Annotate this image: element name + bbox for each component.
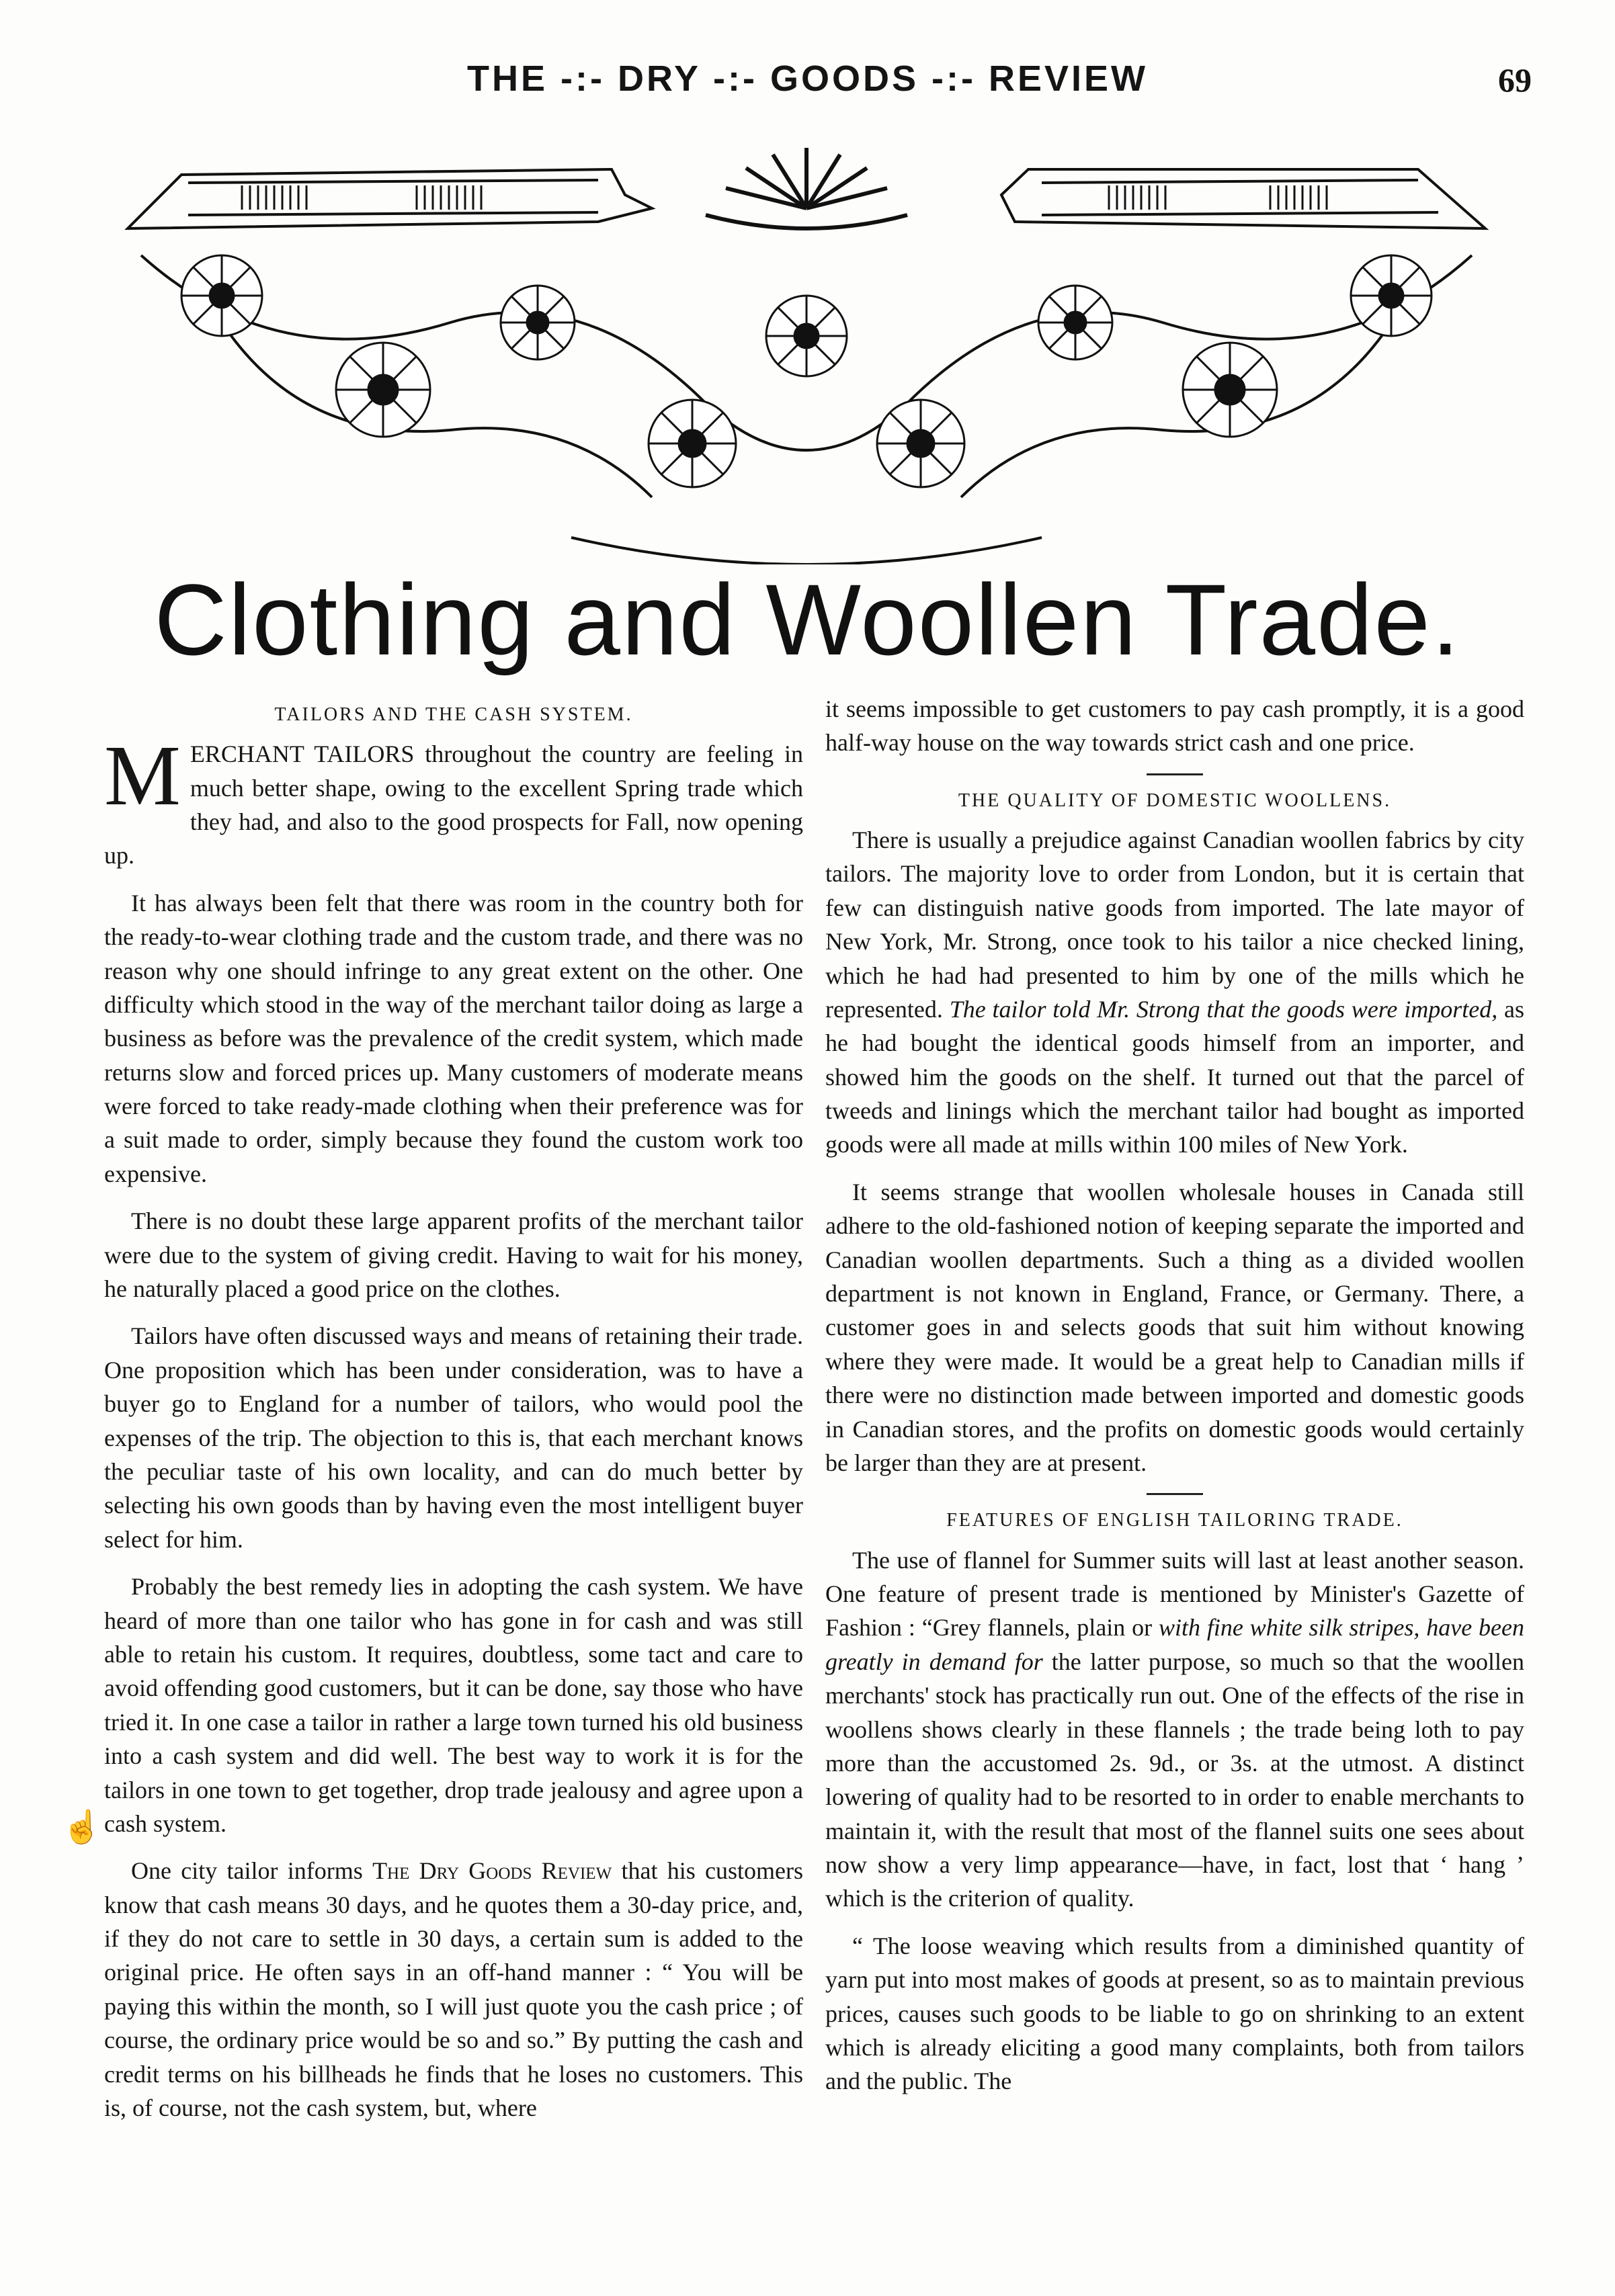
left-column [104, 699, 803, 2138]
paragraph-text: ERCHANT TAILORS throughout the country are feeling in much better shape, owing to the excellent Spring trade which they had, and also to the good prospects for Fall, now opening up. [104, 740, 803, 869]
paragraph-text: The use of flannel for Summer suits will last at least another season. One feature of present trade is mentioned by Minister's Gazette of Fashion : “Grey flannels, plain or [825, 1546, 1524, 1642]
paragraph [104, 1854, 803, 2125]
section-heading-cash-system: TAILORS AND THE CASH SYSTEM. [274, 704, 633, 725]
page-number: 69 [1498, 61, 1532, 99]
magazine-name: The Dry Goods Review [372, 1857, 612, 1885]
section-heading-domestic-woollens: THE QUALITY OF DOMESTIC WOOLLENS. [958, 790, 1392, 811]
paragraph: it seems impossible to get customers to pay cash promptly, it is a good half-way house on the way towards strict cash and one price. [825, 695, 1524, 757]
paragraph: There is no doubt these large apparent profits of the merchant tailor were due to the system of giving credit. Having to wait for his money, he naturally placed a good price on the clothes. [104, 1207, 803, 1303]
paragraph: It has always been felt that there was room in the country both for the ready-to-wear clothing trade and the custom trade, and there was no reason why one should infringe to any great extent on the other. One difficulty which stood in the way of the merchant tailor doing as large a business as before was the prevalence of the credit system, which made returns slow and forced prices up. Many customers of moderate means were forced to take ready-made clothing when their preference was for a suit made to order, simply because they found the custom work too expensive. [104, 889, 803, 1187]
paragraph: “ The loose weaving which results from a diminished quantity of yarn put into most makes of goods at present, so as to maintain previous prices, causes such goods to be liable to go on shrinking to an extent which is already eliciting a good many complaints, both from tailors and the public. The [825, 1932, 1524, 2095]
running-head [0, 58, 1615, 112]
paragraph: It seems strange that woollen wholesale houses in Canada still adhere to the old-fashioned notion of keeping separate the imported and Canadian woollen departments. Such a thing as a divided woollen department is not known in England, France, or Germany. There, a customer goes in and selects goods that suit him without knowing where they were made. It would be a great help to Canadian mills if there were no distinction made between imported and domestic goods in Canadian stores, and the profits on domestic goods would certainly be larger than they are at present. [825, 1178, 1524, 1476]
page-title: Clothing and Woollen Trade. [154, 563, 1461, 676]
floral-daisy-banner-icon [101, 121, 1512, 564]
paragraph-text: There is usually a prejudice against Canadian woollen fabrics by city tailors. The majority love to order from London, but it is certain that few can distinguish native goods from imported. The late mayor of New York, Mr. Strong, once took to his tailor a nice checked lining, which he had had presented to him by one of the mills which he represented. [825, 826, 1524, 1023]
paragraph-italic: The tailor told Mr. Strong that the goods were imported, [949, 995, 1498, 1023]
drop-cap: M [104, 728, 181, 824]
paragraph-text: as he had bought the identical goods himself from an importer, and showed him the goods on the shelf. It turned out that the parcel of tweeds and linings which the merchant tailor had bought as imported goods were all made at mills within 100 miles of New York. [825, 995, 1524, 1158]
paragraph-text: that his customers know that cash means 30 days, and he quotes them a 30-day price, and, if they do not care to settle in 30 days, a certain sum is added to the original price. He often says in an off-hand manner : “ You will be paying this within the month, so I will just quote you the cash price ; of course, the ordinary price would be so and so.” By putting the cash and credit terms on his billheads he finds that he loses no customers. This is, of course, not the cash system, but, where [104, 1857, 804, 2122]
right-column [825, 692, 1524, 2112]
paragraph-text: One city tailor informs [131, 1857, 373, 1885]
paragraph: Probably the best remedy lies in adopting the cash system. We have heard of more than one tailor who has gone in for cash and was still able to retain his custom. It requires, doubtless, some tact and care to avoid offending good customers, but it can be done, say those who have tried it. In one case a tailor in rather a large town turned his old business into a cash system and did well. The best way to work it is for the tailors in one town to get together, drop trade jealousy and agree upon a cash system. [104, 1573, 803, 1837]
paragraph [104, 728, 803, 873]
paragraph-italic: with fine white silk stripes, have been greatly in demand for [825, 1614, 1524, 1675]
section-heading-english-tailoring: FEATURES OF ENGLISH TAILORING TRADE. [946, 1510, 1403, 1531]
divider [1147, 773, 1203, 775]
paragraph-text: the latter purpose, so much so that the woollen merchants' stock has practically run out. One of the effects of the rise in woollens shows clearly in these flannels ; the trade being loth to pay more than the accustomed 2s. 9d., or 3s. at the utmost. A distinct lowering of quality had to be resorted to in order to enable merchants to maintain it, with the result that most of the flannel suits one sees about now show a very limp appearance—have, in fact, lost that ‘ hang ’ which is the criterion of quality. [825, 1648, 1525, 1912]
paragraph [825, 823, 1524, 1162]
margin-hand-mark-icon: ☝ [62, 1810, 102, 1845]
paragraph [825, 1543, 1524, 1916]
paragraph: Tailors have often discussed ways and means of retaining their trade. One proposition which has been under consideration, was to have a buyer go to England for a number of tailors, who would pool the expenses of the trip. The objection to this is, that each merchant knows the peculiar taste of his own locality, and can do much better by selecting his own goods than by having even the most intelligent buyer select for him. [104, 1322, 803, 1553]
divider [1147, 1493, 1203, 1495]
running-title: THE -:- DRY -:- GOODS -:- REVIEW [467, 58, 1148, 99]
